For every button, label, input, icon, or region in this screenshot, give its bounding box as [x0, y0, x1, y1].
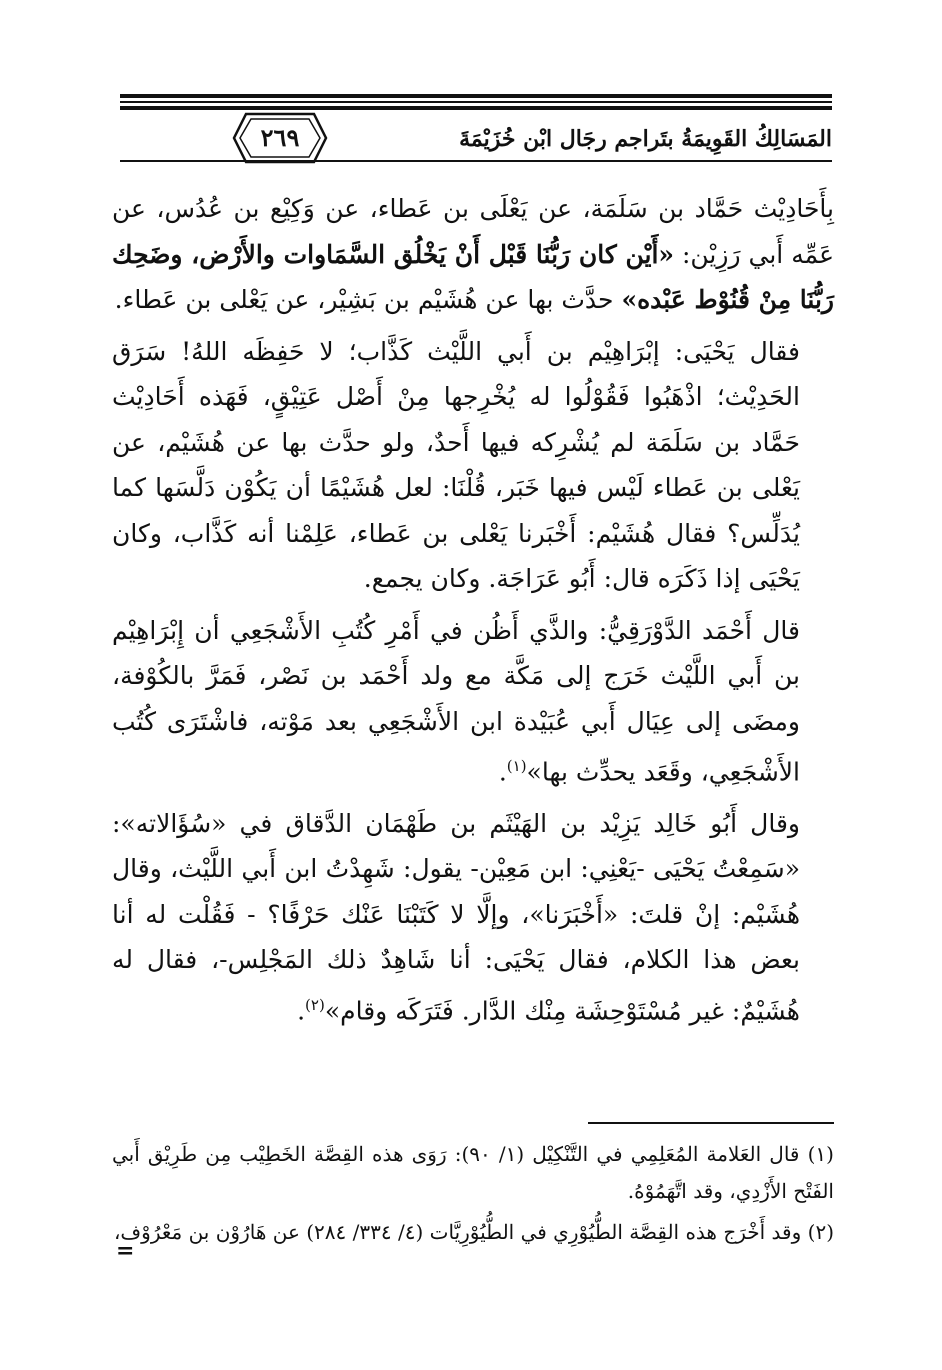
continuation-mark: = — [116, 1238, 135, 1264]
header-top-rules — [120, 94, 832, 112]
page-number-frame — [232, 110, 328, 166]
footnotes — [112, 1136, 834, 1255]
paragraph-3 — [112, 608, 834, 795]
paragraph-1 — [112, 186, 834, 323]
header-bottom-rule — [120, 160, 832, 162]
page-number: ٢٦٩ — [260, 123, 300, 152]
paragraph-3-end: . — [498, 757, 507, 787]
paragraph-1-text-a: بِأَحَادِيْث حَمَّاد بن سَلَمَة، عن يَعْلَى بن عَطاء، عن وَكِيْع بن عُدُس، عن عَمِّه أَبي رَزِيْن: — [112, 194, 834, 269]
running-title: المَسَالِكُ القَوِيمَةُ بتَراجم رجَال ابْن خُزَيْمَةَ — [459, 126, 832, 152]
paragraph-3-text: قال أَحْمَد الدَّوْرَقِيُّ: والذَّي أَظُن في أَمْرِ كُتُبِ الأَشْجَعِي أن إِبْرَاهِيْم بن أَبي اللَّيْث خَرَج إلى مَكَّة مع ولد أَحْمَد بن نَصْر، فَمَرَّ بالكُوْفة، ومضَى إلى عِيَال أَبي عُبَيْدة ابن الأَشْجَعِي بعد مَوْته، فاشْتَرَى كُتُب الأَشْجَعِي، وقَعَد يحدِّث بها» — [112, 615, 800, 787]
paragraph-4 — [112, 801, 834, 1034]
paragraph-4-text: وقال أَبُو خَالِد يَزِيْد بن الهَيْثَم بن طَهْمَان الدَّقاق في «سُؤَالاته»: «سَمِعْتُ يَحْيَى -يَعْنِي: ابن مَعِيْن- يقول: شَهِدْتُ ابن أَبي اللَّيْث، وقال هُشَيْم: إنْ قلتَ: «أَخْبَرَنا»، وإلَّا لا كَتَبْنَا عَنْك حَرْفًا؟ - فَقُلْت له أنا بعض هذا الكلام، فقال يَحْيَى: أنا شَاهِدٌ ذلك المَجْلِس-، فقال له هُشَيْمٌ: غير مُسْتَوْحِشَة مِنْك الدَّار. فَتَرَكَه وقام» — [112, 808, 800, 1026]
main-text — [112, 186, 834, 1034]
footnote-1: (١) قال العَلامة المُعَلِمِي في التَّنْكِيْل (١/ ٩٠): رَوَى هذه القِصَّة الخَطِيْب مِن طَرِيْق أَبي الفَتْح الأَزْدِي، وقد اتَّهَمُوْهُ. — [112, 1142, 834, 1203]
footnote-2: (٢) وقد أَخْرَج هذه القِصَّة الطُّيُوْرِي في الطُّيُوْرِيَّات (٤/ ٣٣٤/ ٢٨٤) عن هَارُوْن بن مَعْرُوْف، — [113, 1220, 834, 1244]
footnote-ref-2[interactable]: (٢) — [305, 995, 325, 1014]
paragraph-4-end: . — [297, 996, 306, 1026]
hadith-quote: «أَيْن كان رَبُّنَا قَبْل أَنْ يَخْلُق السَّمَاوات والأَرْض، وضَحِك رَبُّنَا مِنْ قُنُوْط عَبْده» — [112, 239, 834, 314]
paragraph-2: فقال يَحْيَى: إبْرَاهِيْم بن أَبي اللَّيْث كَذَّاب؛ لا حَفِظَه اللهُ! سَرَق الحَدِيْث؛ اذْهَبُوا فَقُوْلُوا له يُخْرِجها مِنْ أَصْل عَتِيْقٍ، فَهَذه أَحَادِيْث حَمَّاد بن سَلَمَة لم يُشْرِكه فيها أَحدٌ، ولو حدَّث بها عن هُشَيْم، عن يَعْلى بن عَطاء لَيْس فيها خَبَر، قُلْنَا: لعل هُشَيْمًا أن يَكُوْن دَلَّسَها كما يُدَلِّس؟ فقال هُشَيْم: أَخْبَرنا يَعْلى بن عَطاء، عَلِمْنا أنه كَذَّاب، وكان يَحْيَى إذا ذَكَرَه قال: أَبُو عَرَاجَة. وكان يجمع. — [112, 336, 800, 593]
footnote-ref-1[interactable]: (١) — [506, 757, 527, 775]
paragraph-1-text-b: حدَّث بها عن هُشَيْم بن بَشِيْر، عن يَعْلى بن عَطاء. — [114, 285, 622, 314]
footnote-separator — [588, 1122, 834, 1124]
